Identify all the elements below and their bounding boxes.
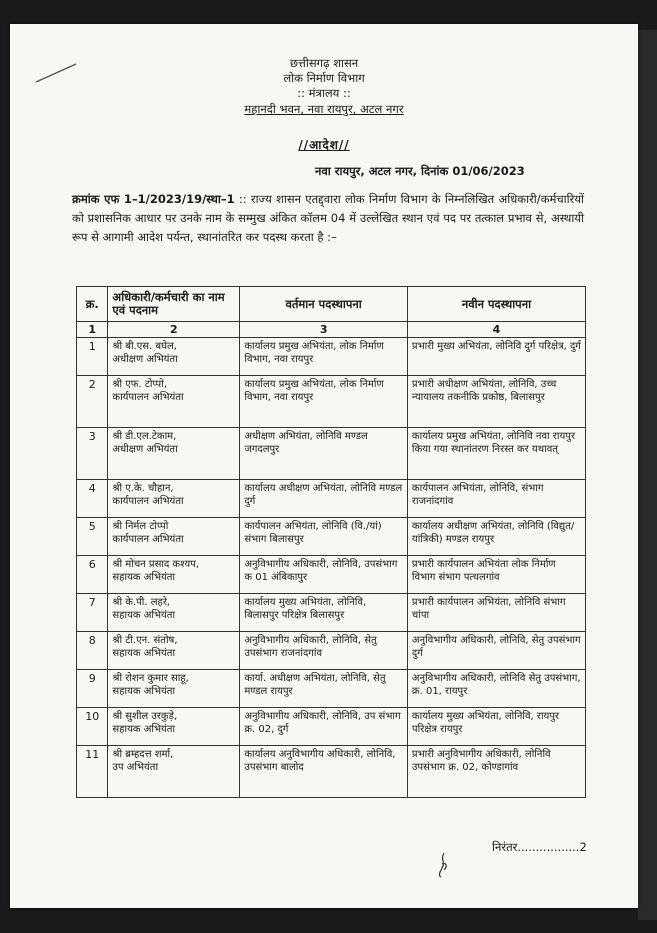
cell-new-posting: कार्यालय मुख्य अभियंता, लोनिवि, रायपुर परिक्षेत्र रायपुर xyxy=(407,708,585,746)
cell-new-posting: कार्यालय अधीक्षण अभियंता, लोनिवि (विद्युत/यांत्रिकी) मण्डल रायपुर xyxy=(407,518,585,556)
cell-current-posting: कार्यालय मुख्य अभियंता, लोनिवि, बिलासपुर परिक्षेत्र बिलासपुर xyxy=(240,594,408,632)
index-col-4: 4 xyxy=(407,322,585,338)
cell-serial: 7 xyxy=(77,594,108,632)
header-serial: क्र. xyxy=(77,287,108,322)
table-body xyxy=(77,338,586,798)
cell-new-posting: अनुविभागीय अधिकारी, लोनिवि सेतु उपसंभाग, क्र. 01, रायपुर xyxy=(407,670,585,708)
cell-new-posting: प्रभारी कार्यपालन अभियंता लोक निर्माण विभाग संभाग पत्थलगांव xyxy=(407,556,585,594)
cell-serial: 9 xyxy=(77,670,108,708)
cell-current-posting: अधीक्षण अभियंता, लोनिवि मण्डल जगदलपुर xyxy=(240,428,408,480)
index-col-2: 2 xyxy=(108,322,240,338)
table-header-row xyxy=(77,287,586,322)
table-row xyxy=(77,518,586,556)
cell-current-posting: कार्यपालन अभियंता, लोनिवि (वि./यां) संभाग बिलासपुर xyxy=(240,518,408,556)
cell-new-posting: प्रभारी अनुविभागीय अधिकारी, लोनिवि उपसंभाग क्र. 02, कोण्डागांव xyxy=(407,746,585,798)
header-name-designation: अधिकारी/कर्मचारी का नाम एवं पदनाम xyxy=(108,287,240,322)
cell-current-posting: कार्या. अधीक्षण अभियंता, लोनिवि, सेतु मण्डल रायपुर xyxy=(240,670,408,708)
cell-name-designation: श्री निर्मल टोप्पो कार्यपालन अभियंता xyxy=(108,518,240,556)
cell-current-posting: कार्यालय अनुविभागीय अधिकारी, लोनिवि, उपसंभाग बालोद xyxy=(240,746,408,798)
header-department: लोक निर्माण विभाग xyxy=(283,71,365,85)
header-address: महानदी भवन, नवा रायपुर, अटल नगर xyxy=(244,102,404,116)
cell-name-designation: श्री मोचन प्रसाद कश्यप, सहायक अभियंता xyxy=(108,556,240,594)
cell-current-posting: कार्यालय प्रमुख अभियंता, लोक निर्माण विभाग, नवा रायपुर xyxy=(240,338,408,376)
cell-current-posting: कार्यालय प्रमुख अभियंता, लोक निर्माण विभाग, नवा रायपुर xyxy=(240,376,408,428)
cell-serial: 3 xyxy=(77,428,108,480)
table-row xyxy=(77,746,586,798)
table-row xyxy=(77,428,586,480)
cell-serial: 1 xyxy=(77,338,108,376)
cell-name-designation: श्री सुशील उरकुड़े, सहायक अभियंता xyxy=(108,708,240,746)
cell-new-posting: कार्यपालन अभियंता, लोनिवि, संभाग राजनांदगांव xyxy=(407,480,585,518)
cell-name-designation: श्री ए.के. चौहान, कार्यपालन अभियंता xyxy=(108,480,240,518)
cell-name-designation: श्री रोशन कुमार साहू, सहायक अभियंता xyxy=(108,670,240,708)
order-title: //आदेश// xyxy=(298,138,350,152)
order-reference-number: क्रमांक एफ 1–1/2023/19/स्था–1 xyxy=(72,192,235,206)
transfer-table xyxy=(76,286,586,798)
cell-name-designation: श्री डी.एल.टेकाम, अधीक्षण अभियंता xyxy=(108,428,240,480)
table-row xyxy=(77,594,586,632)
table-row xyxy=(77,556,586,594)
cell-name-designation: श्री टी.एन. संतोष, सहायक अभियंता xyxy=(108,632,240,670)
cell-new-posting: प्रभारी मुख्य अभियंता, लोनिवि दुर्ग परिक्षेत्र, दुर्ग xyxy=(407,338,585,376)
cell-serial: 4 xyxy=(77,480,108,518)
signature-icon xyxy=(430,850,460,880)
cell-current-posting: कार्यालय अधीक्षण अभियंता, लोनिवि मण्डल दुर्ग xyxy=(240,480,408,518)
index-col-1: 1 xyxy=(77,322,108,338)
intro-text: :: राज्य शासन एतद्द्वारा लोक निर्माण विभाग के निम्नलिखित अधिकारी/कर्मचारियों को प्रशासनिक आधार पर उनके नाम के सम्मुख अंकित कॉलम 04 में उल्लेखित स्थान एवं पद पर तत्काल प्रभाव से, अस्थायी रूप से आगामी आदेश पर्यन्त, स्थानांतरित कर पदस्थ करता है :– xyxy=(72,192,584,244)
header-current-posting: वर्तमान पदस्थापना xyxy=(240,287,408,322)
table-row xyxy=(77,338,586,376)
table-row xyxy=(77,480,586,518)
place-date: नवा रायपुर, अटल नगर, दिनांक 01/06/2023 xyxy=(315,164,525,178)
intro-paragraph xyxy=(72,190,584,247)
cell-name-designation: श्री बी.एस. बघेल, अधीक्षण अभियंता xyxy=(108,338,240,376)
header-government: छत्तीसगढ़ शासन xyxy=(289,56,359,70)
cell-current-posting: अनुविभागीय अधिकारी, लोनिवि, सेतु उपसंभाग राजनांदगांव xyxy=(240,632,408,670)
cell-new-posting: अनुविभागीय अधिकारी, लोनिवि, सेतु उपसंभाग दुर्ग xyxy=(407,632,585,670)
table-index-row xyxy=(77,322,586,338)
table-row xyxy=(77,632,586,670)
cell-serial: 6 xyxy=(77,556,108,594)
header-ministry: :: मंत्रालय :: xyxy=(297,86,351,100)
cell-serial: 2 xyxy=(77,376,108,428)
cell-new-posting: प्रभारी कार्यपालन अभियंता, लोनिवि संभाग चांपा xyxy=(407,594,585,632)
index-col-3: 3 xyxy=(240,322,408,338)
cell-name-designation: श्री ब्रम्हदत्त शर्मा, उप अभियंता xyxy=(108,746,240,798)
continued-marker: निरंतर.................2 xyxy=(492,840,587,854)
cell-serial: 8 xyxy=(77,632,108,670)
table-row xyxy=(77,670,586,708)
background-edge xyxy=(638,30,657,920)
header-new-posting: नवीन पदस्थापना xyxy=(407,287,585,322)
table-row xyxy=(77,708,586,746)
cell-current-posting: अनुविभागीय अधिकारी, लोनिवि, उपसंभाग क 01 अंबिकापुर xyxy=(240,556,408,594)
cell-serial: 10 xyxy=(77,708,108,746)
cell-new-posting: प्रभारी अधीक्षण अभियंता, लोनिवि, उच्च न्यायालय तकनीकि प्रकोष्ठ, बिलासपुर xyxy=(407,376,585,428)
cell-name-designation: श्री एफ. टोप्पो, कार्यपालन अभियंता xyxy=(108,376,240,428)
cell-name-designation: श्री के.पी. लहरे, सहायक अभियंता xyxy=(108,594,240,632)
table-row xyxy=(77,376,586,428)
cell-current-posting: अनुविभागीय अधिकारी, लोनिवि, उप संभाग क्र. 02, दुर्ग xyxy=(240,708,408,746)
document-page xyxy=(10,24,638,908)
cell-new-posting: कार्यालय प्रमुख अभियंता, लोनिवि नवा रायपुर किया गया स्थानांतरण निरस्त कर यथावत् xyxy=(407,428,585,480)
cell-serial: 11 xyxy=(77,746,108,798)
cell-serial: 5 xyxy=(77,518,108,556)
